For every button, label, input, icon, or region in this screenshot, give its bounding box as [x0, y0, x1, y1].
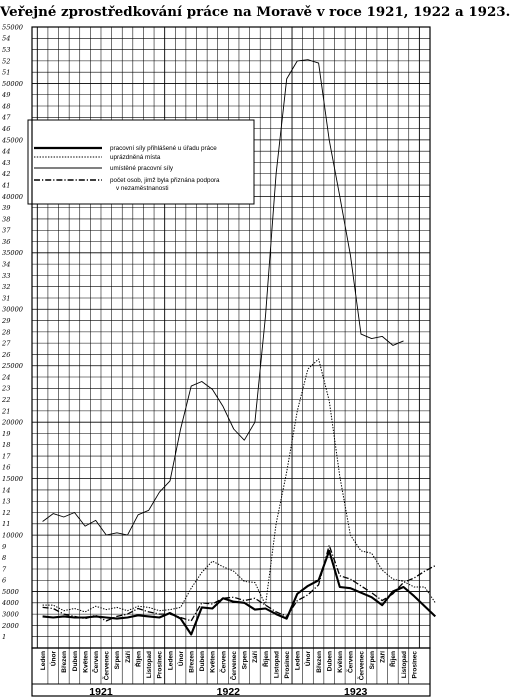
y-tick-label: 21: [2, 407, 11, 416]
month-label: Duben: [71, 651, 79, 672]
y-tick-label: 27: [2, 339, 11, 348]
y-tick-label: 35000: [2, 249, 23, 258]
y-tick-label: 42: [2, 170, 11, 179]
chart-title: Veřejné zprostředkování práce na Moravě v roce 1921, 1922 a 1923.: [0, 4, 510, 20]
y-tick-label: 55000: [2, 23, 23, 32]
month-label: Březen: [315, 651, 323, 673]
y-tick-label: 4000: [2, 599, 19, 608]
month-label: Říjen: [390, 651, 398, 667]
y-tick-label: 29: [2, 316, 11, 325]
month-label: Květen: [209, 651, 217, 673]
month-label: Červen: [92, 651, 100, 674]
month-label: Září: [124, 651, 132, 663]
y-tick-label: 6: [2, 576, 7, 585]
y-tick-label: 34: [2, 260, 11, 269]
month-label: Červenec: [358, 651, 366, 681]
month-label: Říjen: [135, 651, 143, 667]
y-tick-label: 38: [2, 215, 11, 224]
month-label: Leden: [39, 651, 47, 671]
year-label: 1922: [216, 686, 241, 698]
month-label: Září: [252, 651, 260, 663]
y-tick-label: 15000: [2, 475, 23, 484]
month-label: Listopad: [400, 651, 408, 679]
month-label: Duben: [199, 651, 207, 672]
y-tick-label: 1: [2, 633, 7, 642]
y-tick-label: 31: [2, 294, 11, 303]
y-tick-label: 50000: [2, 79, 23, 88]
month-label: Září: [379, 651, 387, 663]
y-tick-label: 32: [2, 283, 11, 292]
month-label: Červen: [220, 651, 228, 674]
y-tick-label: 8: [2, 554, 7, 563]
y-tick-label: 51: [2, 68, 11, 77]
y-tick-label: 48: [2, 102, 11, 111]
y-tick-label: 39: [2, 204, 11, 213]
legend-label-3a: počet osob, jimž byla přiznána podpora: [110, 177, 220, 184]
month-label: Srpen: [114, 651, 122, 670]
y-tick-label: 30000: [2, 305, 23, 314]
month-label: Březen: [61, 651, 69, 673]
y-tick-label: 33: [2, 271, 11, 280]
y-tick-label: 18: [2, 441, 11, 450]
y-tick-label: 5000: [2, 587, 19, 596]
month-label: Květen: [337, 651, 345, 673]
month-label: Červenec: [230, 651, 238, 681]
month-label: Leden: [294, 651, 302, 671]
y-tick-label: 44: [2, 147, 11, 156]
y-tick-label: 28: [2, 328, 11, 337]
legend-label-3b: v nezaměstnanosti: [116, 185, 169, 192]
month-label: Leden: [167, 651, 175, 671]
y-tick-label: 16: [2, 463, 11, 472]
month-label: Prosinec: [156, 651, 164, 679]
month-label: Listopad: [146, 651, 154, 679]
year-label: 1921: [89, 686, 113, 698]
y-tick-label: 22: [2, 396, 11, 404]
month-label: Květen: [82, 651, 90, 673]
month-label: Únor: [177, 651, 185, 667]
y-tick-label: 46: [2, 125, 11, 134]
y-tick-label: 47: [2, 113, 11, 122]
y-tick-label: 7: [2, 565, 7, 574]
y-tick-label: 49: [2, 91, 11, 100]
y-tick-label: 41: [2, 181, 11, 190]
y-tick-label: 13: [2, 497, 11, 506]
y-tick-label: 11: [2, 520, 11, 529]
legend-label-0: pracovní síly přihlášené u úřadu práce: [110, 145, 217, 152]
month-label: Červenec: [103, 651, 111, 681]
legend-label-1: uprázdněná místa: [110, 154, 161, 161]
y-axis-ticks: [1, 23, 23, 641]
legend: [28, 120, 254, 204]
y-tick-label: 45000: [2, 136, 23, 145]
y-tick-label: 52: [2, 57, 11, 66]
y-tick-label: 20000: [2, 418, 23, 427]
y-tick-label: 26: [2, 350, 11, 359]
y-tick-label: 2000: [2, 621, 19, 630]
y-tick-label: 43: [2, 158, 11, 167]
y-tick-label: 36: [2, 237, 11, 246]
y-tick-label: 53: [2, 45, 11, 54]
month-label: Červen: [347, 651, 355, 674]
month-label: Prosinec: [411, 651, 419, 679]
month-label: Srpen: [241, 651, 249, 670]
y-tick-label: 54: [2, 34, 11, 43]
y-tick-label: 37: [2, 226, 11, 235]
y-tick-label: 24: [2, 373, 11, 382]
month-label: Únor: [50, 651, 58, 667]
month-label: Prosinec: [284, 651, 292, 679]
y-tick-label: 12: [2, 508, 11, 517]
month-label: Srpen: [368, 651, 376, 670]
y-tick-label: 25000: [2, 362, 23, 371]
y-tick-label: 10000: [2, 531, 23, 540]
y-tick-label: 14: [2, 486, 11, 495]
y-tick-label: 40000: [2, 192, 23, 201]
month-label: Únor: [305, 651, 313, 667]
y-tick-label: 17: [2, 452, 11, 461]
month-label: Duben: [326, 651, 334, 672]
y-tick-label: 19: [2, 429, 11, 438]
y-tick-label: 23: [2, 384, 11, 393]
month-label: Březen: [188, 651, 196, 673]
month-label: Listopad: [273, 651, 281, 679]
legend-label-2: umístěné pracovní síly: [110, 165, 173, 172]
y-tick-label: 9: [2, 542, 7, 551]
month-label: Říjen: [262, 651, 270, 667]
y-tick-label: 3000: [2, 610, 19, 619]
year-label: 1923: [344, 686, 368, 698]
